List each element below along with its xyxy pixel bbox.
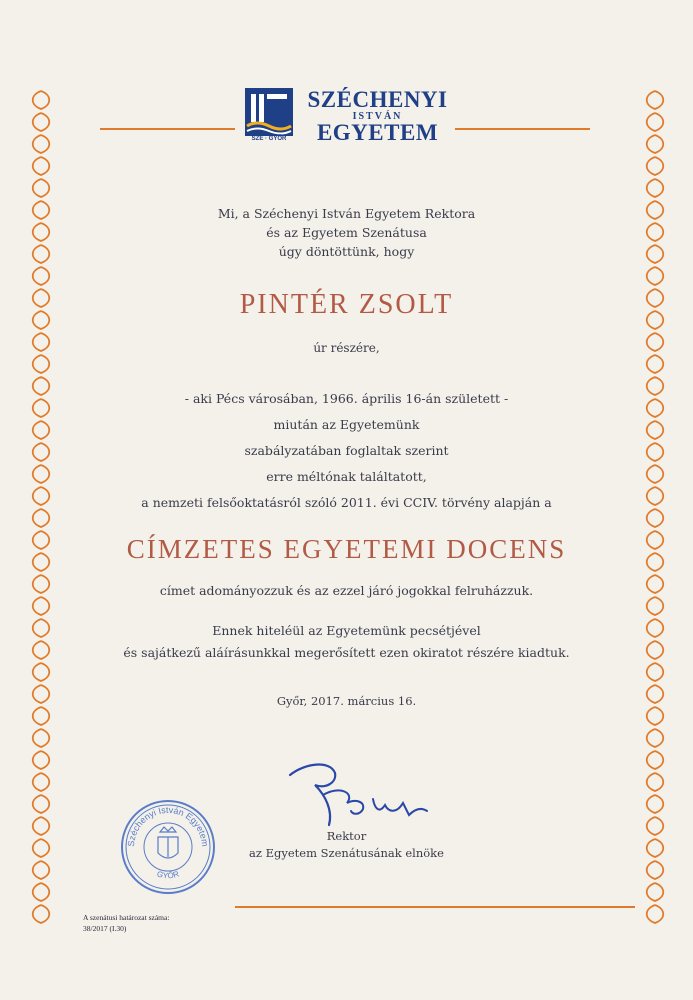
body-line-4: erre méltónak találtatott, [266, 469, 427, 484]
border-link-icon [33, 795, 50, 813]
border-link-icon [33, 267, 50, 285]
logo-caption: SZE · GYŐR [251, 136, 287, 142]
border-link-icon [33, 91, 50, 109]
intro-text [0, 204, 693, 261]
border-link-icon [33, 883, 50, 901]
intro-line-1: Mi, a Széchenyi István Egyetem Rektora [217, 206, 476, 221]
logo-line-3: EGYETEM [316, 120, 439, 145]
university-seal [118, 797, 218, 897]
border-link-icon [647, 883, 664, 901]
border-link-icon [647, 861, 664, 879]
top-right-rule [455, 128, 590, 130]
footnote-line-2: 38/2017 (I.30) [83, 924, 127, 933]
border-link-icon [33, 773, 50, 791]
border-link-icon [647, 135, 664, 153]
border-link-icon [33, 861, 50, 879]
rector-signature [285, 755, 435, 830]
university-logo [245, 88, 455, 150]
border-link-icon [647, 773, 664, 791]
recipient-name: PINTÉR ZSOLT [239, 289, 454, 320]
intro-line-2: és az Egyetem Szenátusa [266, 225, 427, 240]
border-link-icon [33, 729, 50, 747]
border-link-icon [647, 707, 664, 725]
rector-title: Rektor [326, 829, 367, 843]
bottom-rule [235, 906, 635, 908]
top-left-rule [100, 128, 235, 130]
border-link-icon [647, 729, 664, 747]
border-link-icon [647, 355, 664, 373]
border-link-icon [647, 751, 664, 769]
border-link-icon [647, 91, 664, 109]
border-link-icon [33, 905, 50, 923]
logo-mark-icon [245, 88, 293, 136]
border-link-icon [33, 663, 50, 681]
border-link-icon [647, 157, 664, 175]
logo-wordmark [295, 88, 460, 144]
body-line-1: - aki Pécs városában, 1966. április 16-án született - [184, 391, 509, 406]
footnote-line-1: A szenátusi határozat száma: [83, 913, 170, 922]
logo-line-2: ISTVÁN [352, 111, 403, 122]
conferred-title: CÍMZETES EGYETEMI DOCENS [126, 534, 567, 564]
border-link-icon [647, 267, 664, 285]
border-link-icon [647, 597, 664, 615]
body-line-2: miután az Egyetemünk [273, 417, 420, 432]
senate-resolution-note [83, 912, 169, 934]
closing-line-2: és sajátkezű aláírásunkkal megerősített ezen okiratot részére kiadtuk. [123, 645, 570, 660]
border-link-icon [33, 751, 50, 769]
body-line-3: szabályzatában foglaltak szerint [244, 443, 449, 458]
title-line: címet adományozzuk és az ezzel járó jogokkal felruházzuk. [159, 583, 534, 598]
rector-block [0, 828, 693, 862]
logo-line-1: SZÉCHENYI [307, 87, 448, 112]
seal-text-bottom: GYŐR [155, 869, 181, 881]
border-link-icon [33, 135, 50, 153]
border-link-icon [33, 707, 50, 725]
body-line-5: a nemzeti felsőoktatásról szóló 2011. évi CCIV. törvény alapján a [141, 495, 552, 510]
border-link-icon [33, 157, 50, 175]
border-link-icon [647, 795, 664, 813]
border-link-icon [647, 663, 664, 681]
closing-line-1: Ennek hiteléül az Egyetemünk pecsétjével [212, 623, 481, 638]
border-link-icon [647, 179, 664, 197]
intro-line-3: úgy döntöttünk, hogy [278, 244, 415, 259]
border-link-icon [647, 905, 664, 923]
border-link-icon [33, 597, 50, 615]
border-link-icon [33, 179, 50, 197]
recipient-line: úr részére, [313, 341, 380, 355]
coat-of-arms-icon [158, 827, 178, 858]
closing-text [0, 620, 693, 664]
border-link-icon [33, 113, 50, 131]
place-date: Győr, 2017. március 16. [276, 694, 417, 708]
seal-text-top: Széchenyi István Egyetem [125, 804, 211, 848]
border-link-icon [33, 355, 50, 373]
rector-subtitle: az Egyetem Szenátusának elnöke [249, 846, 444, 860]
border-link-icon [647, 113, 664, 131]
body-text [0, 386, 693, 516]
